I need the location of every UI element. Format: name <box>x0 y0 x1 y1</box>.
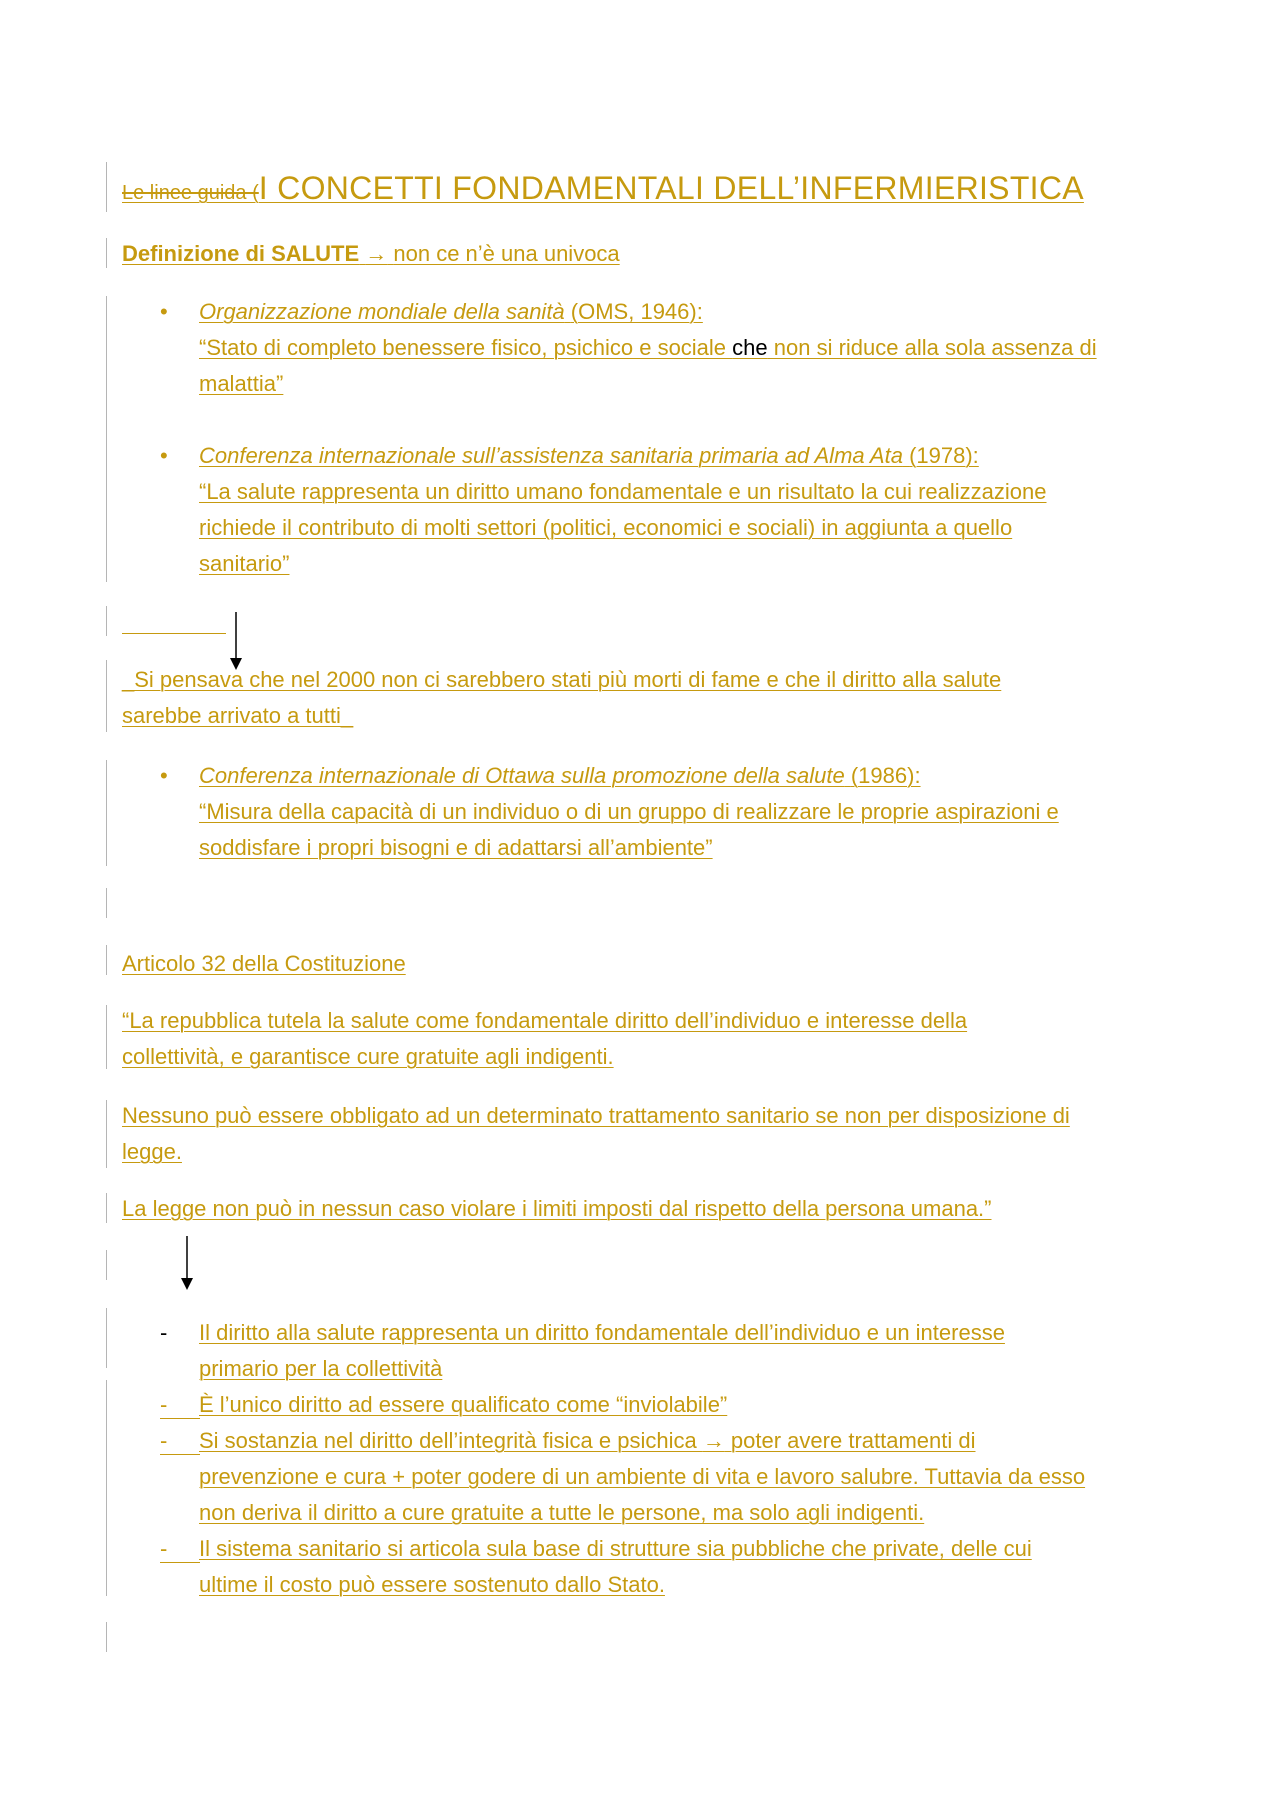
bullet-icon: • <box>160 443 168 468</box>
article-text-line: Nessuno può essere obbligato ad un determinato trattamento sanitario se non per disposizione di <box>122 1103 1070 1128</box>
article-text-line: La legge non può in nessun caso violare i limiti imposti dal rispetto della persona umana.” <box>122 1196 992 1221</box>
point-line: ultime il costo può essere sostenuto dallo Stato. <box>199 1572 665 1597</box>
point-line: non deriva il diritto a cure gratuite a tutte le persone, ma solo agli indigenti. <box>199 1500 925 1525</box>
change-bar <box>106 1622 107 1652</box>
change-bar <box>106 945 107 975</box>
oms-quote-line: malattia” <box>199 371 284 396</box>
title-text: I CONCETTI FONDAMENTALI DELL’INFERMIERISTICA <box>258 170 1084 206</box>
dash-marker: - <box>160 1536 168 1561</box>
change-bar <box>106 238 107 268</box>
alma-ata-quote-line: richiede il contributo di molti settori (politici, economici e sociali) in aggiunta a quello <box>199 515 1013 540</box>
change-bar <box>106 888 107 918</box>
article-heading: Articolo 32 della Costituzione <box>122 951 406 976</box>
inserted-rule <box>122 633 226 634</box>
change-bar <box>106 404 107 440</box>
ottawa-source: Conferenza internazionale di Ottawa sulla promozione della salute (1986): <box>199 763 921 788</box>
change-bar <box>106 796 107 866</box>
dash-marker: - <box>160 1392 168 1417</box>
change-bar <box>106 162 107 212</box>
right-arrow-icon: → <box>365 241 388 266</box>
deleted-text: Le linee guida ( <box>122 182 259 204</box>
point-line: Il diritto alla salute rappresenta un diritto fondamentale dell’individuo e un interesse <box>199 1320 1005 1345</box>
ottawa-quote-line: soddisfare i propri bisogni e di adattarsi all’ambiente” <box>199 835 713 860</box>
note-2000-line: _Si pensava che nel 2000 non ci sarebbero stati più morti di fame e che il diritto alla salute <box>122 667 1002 692</box>
change-bar <box>106 476 107 582</box>
change-bar <box>106 1005 107 1069</box>
change-bar <box>106 440 107 476</box>
ottawa-quote-line: “Misura della capacità di un individuo o di un gruppo di realizzare le proprie aspirazioni e <box>199 799 1059 824</box>
alma-ata-quote-line: “La salute rappresenta un diritto umano fondamentale e un risultato la cui realizzazione <box>199 479 1047 504</box>
page-title <box>122 170 1084 207</box>
change-bar <box>106 1452 107 1526</box>
change-bar <box>106 1100 107 1168</box>
point-line: È l’unico diritto ad essere qualificato come “inviolabile” <box>199 1392 728 1417</box>
article-text-line: collettività, e garantisce cure gratuite agli indigenti. <box>122 1044 614 1069</box>
change-bar <box>106 1526 107 1596</box>
change-bar <box>106 332 107 404</box>
change-bar <box>106 1380 107 1416</box>
bullet-icon: • <box>160 763 168 788</box>
right-arrow-icon: → <box>702 1428 725 1453</box>
marker-underline <box>160 1418 200 1419</box>
definition-label: Definizione di SALUTE <box>122 241 360 266</box>
change-bar <box>106 296 107 332</box>
article-text-line: “La repubblica tutela la salute come fondamentale diritto dell’individuo e interesse della <box>122 1008 968 1033</box>
down-arrow-icon <box>177 1236 197 1292</box>
point-line: Il sistema sanitario si articola sula base di strutture sia pubbliche che private, delle cui <box>199 1536 1032 1561</box>
oms-quote-line: “Stato di completo benessere fisico, psichico e sociale che non si riduce alla sola assenza di <box>199 335 1097 360</box>
down-arrow-icon <box>226 612 246 672</box>
oms-source: Organizzazione mondiale della sanità (OMS, 1946): <box>199 299 703 324</box>
point-line: Si sostanzia nel diritto dell’integrità fisica e psichica → poter avere trattamenti di <box>199 1428 976 1453</box>
change-bar <box>106 660 107 732</box>
change-bar <box>106 1193 107 1223</box>
marker-underline <box>160 1562 200 1563</box>
alma-ata-quote-line: sanitario” <box>199 551 290 576</box>
alma-ata-source: Conferenza internazionale sull’assistenza sanitaria primaria ad Alma Ata (1978): <box>199 443 979 468</box>
definition-rest: non ce n’è una univoca <box>393 241 620 266</box>
definition-heading <box>122 241 620 267</box>
point-line: prevenzione e cura + poter godere di un ambiente di vita e lavoro salubre. Tuttavia da esso <box>199 1464 1086 1489</box>
note-2000-line: sarebbe arrivato a tutti_ <box>122 703 354 728</box>
dash-marker: - <box>160 1320 168 1345</box>
dash-marker: - <box>160 1428 168 1453</box>
change-bar <box>106 760 107 796</box>
article-text-line: legge. <box>122 1139 182 1164</box>
marker-underline <box>160 1454 200 1455</box>
bullet-icon: • <box>160 299 168 324</box>
change-bar <box>106 1416 107 1452</box>
change-bar <box>106 1308 107 1368</box>
point-line: primario per la collettività <box>199 1356 443 1381</box>
change-bar <box>106 1250 107 1280</box>
change-bar <box>106 606 107 636</box>
